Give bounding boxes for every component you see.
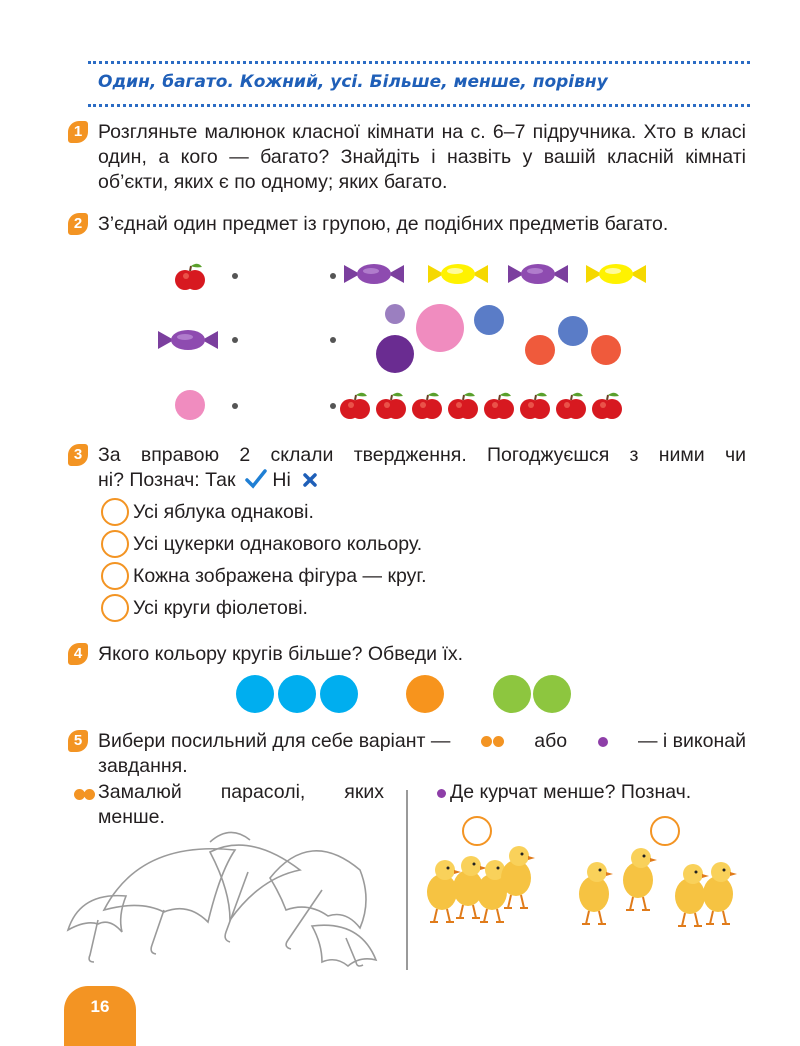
- blue-circle[interactable]: [278, 675, 316, 713]
- topic-heading: Один, багато. Кожний, усі. Більше, менше, порівну: [98, 72, 608, 92]
- chick-icon: [579, 848, 737, 926]
- circle-group: [376, 304, 621, 373]
- task-number: 1: [68, 121, 88, 143]
- task-3-line-2: [98, 468, 318, 493]
- cross-icon: [302, 472, 318, 488]
- one-dot-marker: [598, 729, 608, 754]
- task-2-text: З’єднай один предмет із групою, де подібних предметів багато.: [98, 213, 669, 235]
- option-umbrellas-text: Замалюй парасолі, яких менше.: [98, 781, 384, 828]
- task-5-line-1: [98, 729, 746, 754]
- chick-icon: [427, 846, 535, 922]
- orange-circle[interactable]: [406, 675, 444, 713]
- task-5-line-2: завдання.: [98, 755, 188, 777]
- task-5-part-b: — і виконай: [637, 730, 746, 752]
- legend-yes-label: ні? Познач: Так: [98, 469, 236, 491]
- check-icon: [245, 469, 267, 489]
- task-number: 5: [68, 730, 88, 752]
- candy-icon: [158, 330, 218, 350]
- apple-group: [340, 393, 622, 419]
- apple-icon: [175, 264, 205, 290]
- task-3-line-1: За вправою 2 склали твердження. Погоджуєшся з ними чи: [98, 444, 746, 466]
- green-circle[interactable]: [533, 675, 571, 713]
- statement: Усі круги фіолетові.: [133, 597, 308, 619]
- task-5-or: або: [534, 730, 568, 752]
- pink-circle: [175, 390, 205, 420]
- answer-circle[interactable]: [101, 498, 129, 526]
- task-number: 3: [68, 444, 88, 466]
- task-5-part-a: Вибери посильний для себе варіант —: [98, 730, 451, 752]
- answer-circle[interactable]: [101, 562, 129, 590]
- statement: Усі цукерки однакового кольору.: [133, 533, 423, 555]
- task-1-text: Розгляньте малюнок класної кімнати на с. 6–7 підручника. Хто в класі один, а кого — багато? Знайдіть і назвіть у вашій класній кімнаті об’єкти, яких є по одному; яких багато.: [98, 121, 746, 193]
- matching-illustration: [0, 0, 800, 440]
- green-circle[interactable]: [493, 675, 531, 713]
- task-4-text: Якого кольору кругів більше? Обведи їх.: [98, 643, 464, 665]
- answer-circle[interactable]: [101, 594, 129, 622]
- answer-circle[interactable]: [101, 530, 129, 558]
- legend-no-label: Ні: [272, 469, 291, 491]
- option-chicks-text: Де курчат менше? Познач.: [450, 781, 692, 803]
- blue-circle[interactable]: [236, 675, 274, 713]
- two-dot-marker: [481, 729, 504, 754]
- task-number: 2: [68, 213, 88, 235]
- statement: Кожна зображена фігура — круг.: [133, 565, 427, 587]
- umbrella-drawing: [60, 820, 380, 970]
- statement: Усі яблука однакові.: [133, 501, 314, 523]
- candy-group: [344, 264, 646, 284]
- column-divider: [406, 790, 408, 970]
- two-dot-marker: [74, 787, 96, 799]
- umbrella-icon: [68, 832, 376, 966]
- one-dot-marker: [437, 789, 446, 798]
- blue-circle[interactable]: [320, 675, 358, 713]
- task-number: 4: [68, 643, 88, 665]
- chicks-illustration: [420, 840, 750, 930]
- page-number: 16: [64, 986, 136, 1046]
